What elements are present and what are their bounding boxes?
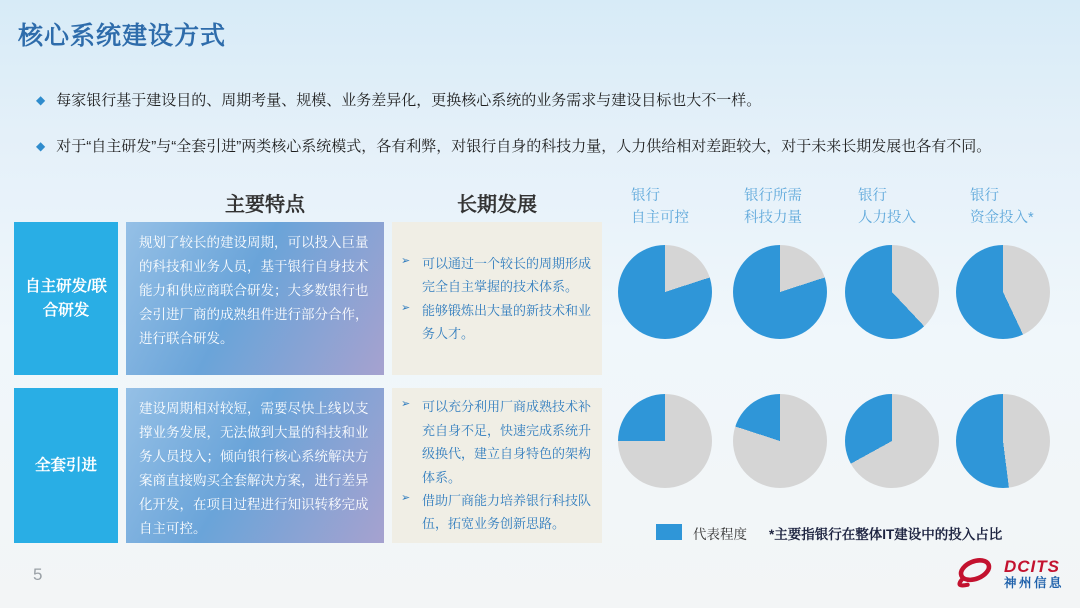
logo-subtitle: 神州信息 [1003, 576, 1064, 591]
row-longterm-full-import [392, 388, 602, 543]
diamond-bullet-icon: ◆ [36, 93, 46, 107]
pie-header-line: 银行 [631, 188, 660, 204]
pie-column-header [858, 186, 916, 230]
row-features-full-import: 建设周期相对较短，需要尽快上线以支撑业务发展，无法做到大量的科技和业务人员投入；倾向银行核心系统解决方案商直接购买全套解决方案，进行差异化开发，在项目过程进行知识转移完成自主可控。 [126, 388, 384, 543]
pie-chart-manpower-row1 [845, 245, 939, 339]
page-number: 5 [33, 565, 43, 584]
pie-chart-tech-row1 [733, 245, 827, 339]
pie-chart-funding-row1 [956, 245, 1050, 339]
company-logo [953, 551, 1064, 596]
longterm-point: ➢ 能够锻炼出大量的新技术和业务人才。 [398, 299, 592, 346]
legend-swatch [656, 524, 682, 540]
pie-header-line: 银行 [970, 188, 999, 204]
logo-text [1004, 557, 1064, 591]
pie-header-line: 银行所需 [744, 188, 802, 204]
pie-header-line: 银行 [858, 188, 887, 204]
column-header-features: 主要特点 [225, 194, 305, 216]
longterm-point: ➢ 可以通过一个较长的周期形成完全自主掌握的技术体系。 [398, 252, 592, 299]
row-features-self-develop: 规划了较长的建设周期，可以投入巨量的科技和业务人员，基于银行自身技术能力和供应商联合研发；大多数银行也会引进厂商的成熟组件进行部分合作，进行联合研发。 [126, 222, 384, 375]
row-label-full-import: 全套引进 [14, 388, 118, 543]
row-longterm-self-develop [392, 222, 602, 375]
longterm-point: ➢ 可以充分利用厂商成熟技术补充自身不足，快速完成系统升级换代，建立自身特色的架构体系。 [398, 395, 592, 489]
dcits-swirl-icon [953, 551, 997, 596]
pie-chart-autonomy-row1 [618, 245, 712, 339]
bullet-item [36, 90, 1056, 111]
column-header-longterm: 长期发展 [457, 194, 537, 216]
pie-header-line: 人力投入 [858, 209, 916, 226]
pie-chart-manpower-row2 [845, 394, 939, 488]
diamond-bullet-icon: ◆ [36, 139, 46, 153]
pie-column-header [970, 186, 1034, 230]
page-title: 核心系统建设方式 [18, 22, 227, 50]
bullet-text: 对于“自主研发”与“全套引进”两类核心系统模式，各有利弊，对银行自身的科技力量，人力供给相对差距较大，对于未来长期发展也各有不同。 [56, 138, 992, 155]
logo-name: DCITS [1003, 556, 1060, 576]
row-label-self-develop: 自主研发/联合研发 [14, 222, 118, 375]
pie-header-line: 资金投入* [970, 209, 1034, 226]
pie-chart-funding-row2 [956, 394, 1050, 488]
legend-label: 代表程度 [693, 527, 747, 542]
pie-chart-autonomy-row2 [618, 394, 712, 488]
pie-column-header [631, 186, 689, 230]
pie-column-header [744, 186, 802, 230]
pie-header-line: 科技力量 [744, 209, 802, 226]
longterm-point: ➢ 借助厂商能力培养银行科技队伍，拓宽业务创新思路。 [398, 489, 592, 536]
legend-footnote: *主要指银行在整体IT建设中的投入占比 [769, 527, 1003, 542]
bullet-text: 每家银行基于建设目的、周期考量、规模、业务差异化，更换核心系统的业务需求与建设目标也大不一样。 [56, 92, 762, 109]
pie-chart-tech-row2 [733, 394, 827, 488]
bullet-item [36, 136, 1056, 157]
pie-header-line: 自主可控 [631, 209, 689, 226]
